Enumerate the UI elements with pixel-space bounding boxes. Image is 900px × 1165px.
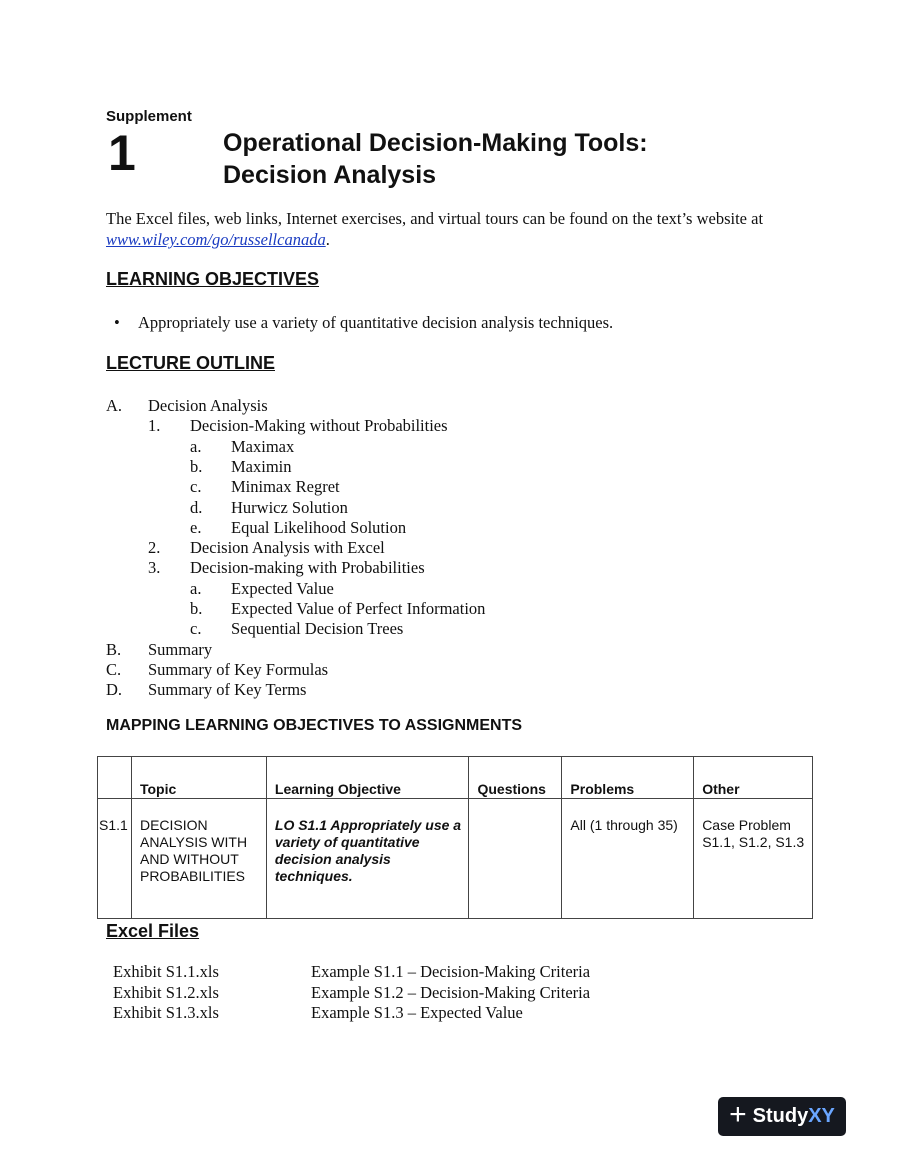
outline-item-text: Decision Analysis with Excel bbox=[190, 538, 385, 558]
mapping-heading: MAPPING LEARNING OBJECTIVES TO ASSIGNMENTS bbox=[106, 717, 523, 734]
outline-item-marker: A. bbox=[106, 396, 123, 415]
logo-text: Study bbox=[752, 1105, 809, 1127]
outline-item-text: Maximin bbox=[231, 456, 292, 476]
excel-file-description: Example S1.3 – Expected Value bbox=[311, 1003, 523, 1022]
outline-item-text: Expected Value of Perfect Information bbox=[231, 599, 486, 618]
column-header: Other bbox=[694, 757, 813, 799]
website-link[interactable]: www.wiley.com/go/russellcanada bbox=[106, 230, 326, 249]
outline-item-marker: D. bbox=[106, 680, 123, 700]
learning-objective-item: Appropriately use a variety of quantitative decision analysis techniques. bbox=[138, 313, 614, 332]
column-header bbox=[98, 757, 132, 799]
excel-files-heading: Excel Files bbox=[106, 921, 200, 941]
excel-file-name: Exhibit S1.2.xls bbox=[113, 983, 219, 1002]
excel-file-description: Example S1.2 – Decision-Making Criteria bbox=[311, 983, 591, 1002]
outline-item-marker: c. bbox=[190, 477, 202, 497]
intro-text: The Excel files, web links, Internet exercises, and virtual tours can be found on the text’s website at bbox=[106, 209, 764, 228]
title-line-1: Operational Decision-Making Tools: bbox=[223, 129, 648, 157]
excel-file-name: Exhibit S1.1.xls bbox=[113, 962, 219, 981]
outline-item-text: Sequential Decision Trees bbox=[231, 619, 404, 639]
outline-item-marker: e. bbox=[190, 517, 202, 537]
table-cell-problems: All (1 through 35) bbox=[562, 799, 694, 919]
plus-icon: + bbox=[729, 1098, 747, 1131]
outline-item-text: Summary of Key Terms bbox=[148, 680, 307, 700]
outline-item-text: Hurwicz Solution bbox=[231, 497, 348, 517]
outline-item-marker: c. bbox=[190, 619, 202, 639]
column-header: Topic bbox=[131, 757, 266, 799]
outline-item-text: Summary of Key Formulas bbox=[148, 659, 329, 679]
table-cell-other: Case Problem S1.1, S1.2, S1.3 bbox=[694, 799, 813, 919]
outline-item-marker: b. bbox=[190, 599, 203, 618]
outline-item-text: Summary bbox=[148, 639, 213, 659]
outline-item-marker: B. bbox=[106, 639, 122, 659]
table-cell-number: S1.1 bbox=[98, 799, 132, 919]
table-cell-objective: LO S1.1 Appropriately use a variety of quantitative decision analysis techniques. bbox=[266, 799, 469, 919]
table-cell-questions bbox=[469, 799, 562, 919]
table-header-row bbox=[98, 757, 813, 799]
outline-item-text: Decision-Making without Probabilities bbox=[190, 416, 448, 436]
outline-item-marker: a. bbox=[190, 436, 202, 456]
outline-item-text: Maximax bbox=[231, 436, 295, 456]
chapter-number: 1 bbox=[108, 125, 136, 181]
excel-file-name: Exhibit S1.3.xls bbox=[113, 1003, 219, 1022]
bullet-icon: • bbox=[114, 313, 120, 332]
outline-item-text: Expected Value bbox=[231, 578, 334, 598]
column-header: Problems bbox=[562, 757, 694, 799]
intro-paragraph bbox=[106, 208, 806, 250]
outline-item-marker: C. bbox=[106, 659, 122, 679]
outline-item-text: Decision Analysis bbox=[148, 396, 268, 415]
outline-item-text: Decision-making with Probabilities bbox=[190, 558, 425, 578]
outline-item-marker: 2. bbox=[148, 538, 161, 558]
title-line-2: Decision Analysis bbox=[223, 161, 437, 189]
outline-item-marker: d. bbox=[190, 497, 203, 517]
table-cell-topic: DECISION ANALYSIS WITH AND WITHOUT PROBABILITIES bbox=[131, 799, 266, 919]
mapping-table bbox=[97, 756, 813, 919]
table-row bbox=[98, 799, 813, 919]
outline-item-text: Minimax Regret bbox=[231, 477, 340, 497]
outline-item-marker: 3. bbox=[148, 558, 161, 578]
page-title bbox=[223, 127, 648, 191]
outline-item-marker: a. bbox=[190, 578, 202, 598]
intro-text-end: . bbox=[325, 230, 330, 249]
outline-item-marker: b. bbox=[190, 456, 203, 476]
studyxy-logo bbox=[718, 1097, 846, 1136]
outline-item-marker: 1. bbox=[148, 416, 161, 436]
excel-file-description: Example S1.1 – Decision-Making Criteria bbox=[311, 962, 591, 981]
column-header: Learning Objective bbox=[266, 757, 469, 799]
supplement-label: Supplement bbox=[106, 108, 192, 125]
lecture-outline-heading: LECTURE OUTLINE bbox=[106, 353, 275, 373]
column-header: Questions bbox=[469, 757, 562, 799]
logo-text-accent: XY bbox=[808, 1105, 835, 1127]
outline-item-text: Equal Likelihood Solution bbox=[231, 517, 407, 537]
learning-objectives-heading: LEARNING OBJECTIVES bbox=[106, 269, 320, 289]
